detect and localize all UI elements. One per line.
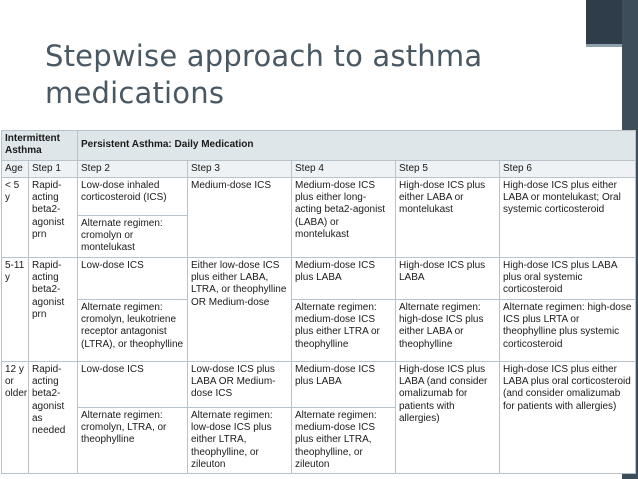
table-row [2, 299, 636, 361]
table-cell: Low-dose ICS plus LABA OR Medium-dose ICS [188, 361, 292, 407]
table-row [2, 361, 636, 407]
table-cell: High-dose ICS plus either LABA or montelukast [396, 177, 500, 257]
age-cell: 5-11 y [2, 257, 29, 361]
header-persistent: Persistent Asthma: Daily Medication [78, 131, 636, 161]
step-header-row [2, 160, 636, 177]
age-cell: 12 y or older [2, 361, 29, 473]
alternate-cell: Alternate regimen: cromolyn, leukotriene receptor antagonist (LTRA), or theophylline [78, 299, 188, 361]
step-header-cell: Step 4 [292, 160, 396, 177]
age-cell: < 5 y [2, 177, 29, 257]
step1-cell: Rapid-acting beta2-agonist prn [29, 177, 78, 257]
step-header-cell: Step 2 [78, 160, 188, 177]
table-cell: High-dose ICS plus either LABA or montelukast; Oral systemic corticosteroid [500, 177, 636, 257]
alternate-cell: Alternate regimen: medium-dose ICS plus either LTRA or theophylline [292, 299, 396, 361]
alternate-cell: Alternate regimen: cromolyn, LTRA, or theophylline [78, 407, 188, 473]
alternate-cell: Alternate regimen: medium-dose ICS plus either LTRA, theophylline, or zileuton [292, 407, 396, 473]
alternate-cell: Alternate regimen: high-dose ICS plus either LABA or theophylline [396, 299, 500, 361]
table-row [2, 257, 636, 299]
corner-decoration [586, 0, 622, 44]
step1-cell: Rapid-acting beta2-agonist as needed [29, 361, 78, 473]
table-cell: Medium-dose ICS [188, 177, 292, 257]
step-header-cell: Step 3 [188, 160, 292, 177]
table-cell: High-dose ICS plus LABA plus oral systemic corticosteroid [500, 257, 636, 299]
step1-cell: Rapid-acting beta2-agonist prn [29, 257, 78, 361]
slide-title-line-2: medications [45, 76, 225, 110]
table-cell: Medium-dose ICS plus LABA [292, 361, 396, 407]
table-cell: High-dose ICS plus LABA (and consider omalizumab for patients with allergies) [396, 361, 500, 473]
table-cell: High-dose ICS plus either LABA plus oral corticosteroid (and consider omalizumab for patients with allergies) [500, 361, 636, 473]
table-cell: Either low-dose ICS plus either LABA, LTRA, or theophylline OR Medium-dose [188, 257, 292, 361]
slide-title-line-1: Stepwise approach to asthma [45, 39, 483, 73]
corner-accent-line [586, 44, 622, 47]
table-cell: Low-dose inhaled corticosteroid (ICS) [78, 177, 188, 215]
asthma-medication-table [1, 130, 636, 474]
step-header-cell: Step 5 [396, 160, 500, 177]
alternate-cell: Alternate regimen: low-dose ICS plus either LTRA, theophylline, or zileuton [188, 407, 292, 473]
table-cell: Low-dose ICS [78, 361, 188, 407]
table-cell: Low-dose ICS [78, 257, 188, 299]
table-header-row [2, 131, 636, 161]
table-cell: Medium-dose ICS plus either long-acting beta2-agonist (LABA) or montelukast [292, 177, 396, 257]
step-header-cell: Step 1 [29, 160, 78, 177]
alternate-cell: Alternate regimen: cromolyn or montelukast [78, 215, 188, 257]
step-header-cell: Age [2, 160, 29, 177]
table-cell: High-dose ICS plus LABA [396, 257, 500, 299]
table-cell: Medium-dose ICS plus LABA [292, 257, 396, 299]
table-row [2, 177, 636, 215]
alternate-cell: Alternate regimen: high-dose ICS plus LRTA or theophylline plus systemic corticosteroid [500, 299, 636, 361]
header-intermittent: Intermittent Asthma [2, 131, 78, 161]
slide-title [45, 38, 565, 112]
step-header-cell: Step 6 [500, 160, 636, 177]
